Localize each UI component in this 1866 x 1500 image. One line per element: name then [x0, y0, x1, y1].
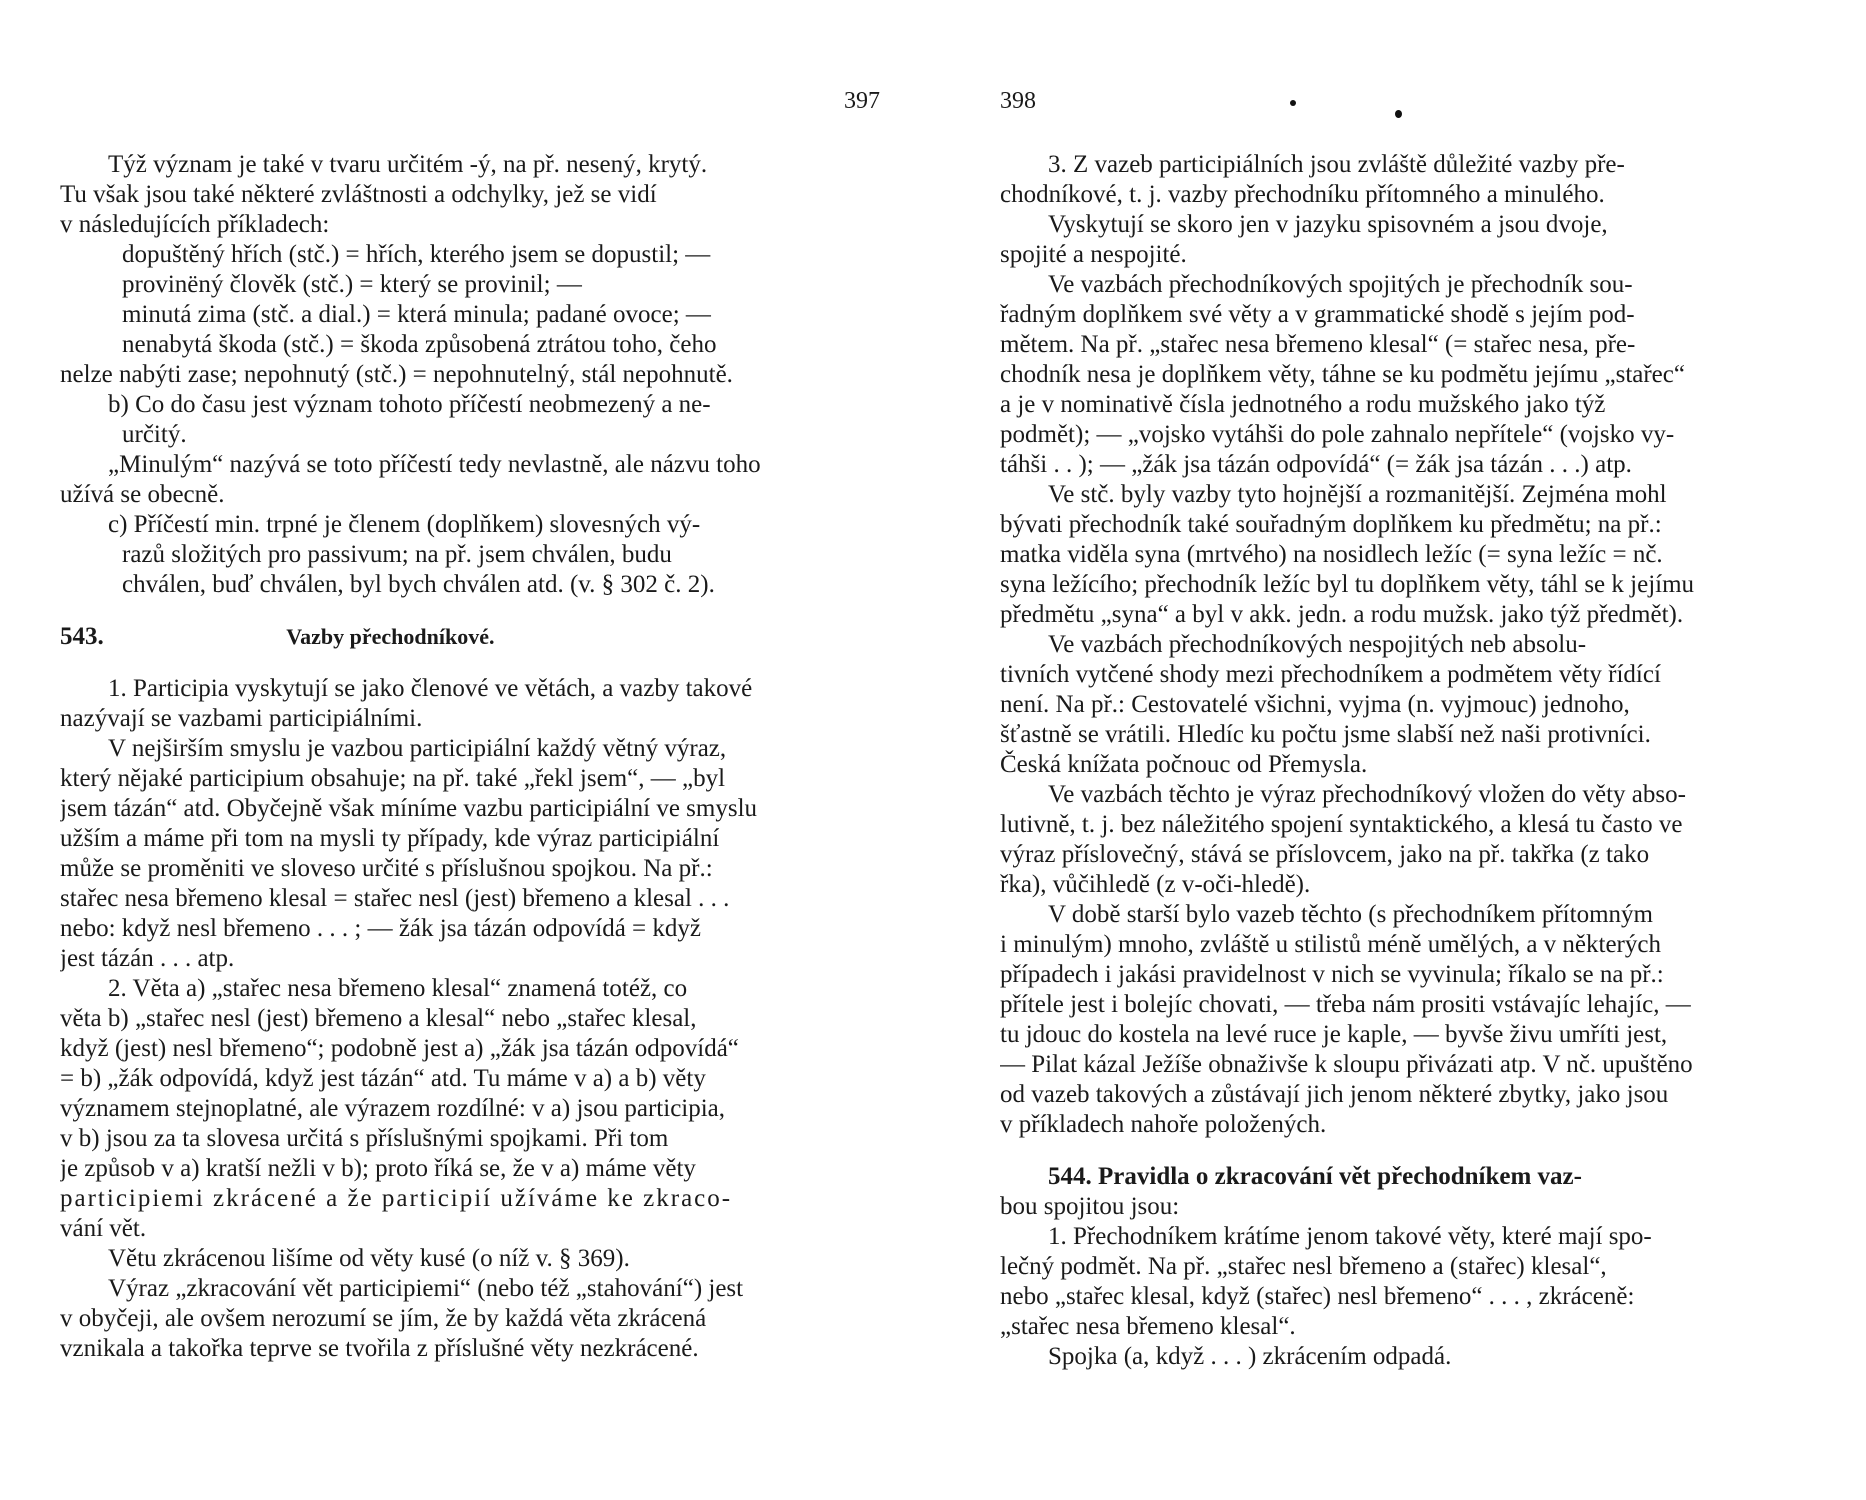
- text-line: razů složitých pro passivum; na př. jsem chválen, budu: [122, 541, 672, 568]
- text-line: není. Na př.: Cestovatelé všichni, vyjma (n. vyjmouc) jednoho,: [1000, 691, 1630, 718]
- text-line: výraz příslovečný, stává se příslovcem, jako na př. takřka (z tako: [1000, 841, 1650, 868]
- text-line: 1. Participia vyskytují se jako členové ve větách, a vazby takové: [108, 675, 753, 702]
- text-line: užším a máme při tom na mysli ty případy, kde výraz participiální: [60, 825, 720, 852]
- text-line: Ve stč. byly vazby tyto hojnější a rozmanitější. Zejména mohl: [1048, 481, 1667, 508]
- ink-spot: [1395, 110, 1402, 118]
- text-line: c) Příčestí min. trpné je členem (doplňkem) slovesných vý-: [108, 511, 701, 538]
- text-line: tivních vytčené shody mezi přechodníkem a podmětem věty řídící: [1000, 661, 1661, 688]
- text-line: mětem. Na př. „stařec nesa břemeno klesal“ (= stařec nesa, pře-: [1000, 331, 1636, 358]
- text-line: může se proměniti ve sloveso určité s příslušnou spojkou. Na př.:: [60, 855, 713, 882]
- text-line: provinëný člověk (stč.) = který se provinil; —: [122, 271, 582, 298]
- text-line: od vazeb takových a zůstávají jich jenom některé zbytky, jako jsou: [1000, 1081, 1669, 1108]
- text-line: V době starší bylo vazeb těchto (s přechodníkem přítomným: [1048, 901, 1653, 928]
- text-line: matka viděla syna (mrtvého) na nosidlech ležíc (= syna ležíc = nč.: [1000, 541, 1663, 568]
- text-line: táhši . . ); — „žák jsa tázán odpovídá“ (= žák jsa tázán . . .) atp.: [1000, 451, 1632, 478]
- text-line: chválen, buď chválen, byl bych chválen atd. (v. § 302 č. 2).: [122, 571, 715, 598]
- text-line: lečný podmět. Na př. „stařec nesl břemeno a (stařec) klesal“,: [1000, 1253, 1607, 1280]
- text-line: v příkladech nahoře položených.: [1000, 1111, 1327, 1138]
- left-page-text: [60, 150, 880, 1364]
- text-line: V nejširším smyslu je vazbou participiální každý větný výraz,: [108, 735, 727, 762]
- text-line: v b) jsou za ta slovesa určitá s příslušnými spojkami. Při tom: [60, 1125, 669, 1152]
- text-line: významem stejnoplatné, ale výrazem rozdílné: v a) jsou participia,: [60, 1095, 726, 1122]
- text-line: nenabytá škoda (stč.) = škoda způsobená ztrátou toho, čeho: [122, 331, 717, 358]
- text-line: Vyskytují se skoro jen v jazyku spisovném a jsou dvoje,: [1048, 211, 1608, 238]
- text-line: podmět); — „vojsko vytáhši do pole zahnalo nepřítele“ (vojsko vy-: [1000, 421, 1675, 448]
- text-line: jsem tázán“ atd. Obyčejně však míníme vazbu participiální ve smyslu: [60, 795, 758, 822]
- text-line: „stařec nesa břemeno klesal“.: [1000, 1313, 1296, 1340]
- text-line: v obyčeji, ale ovšem nerozumí se jím, že by každá věta zkrácená: [60, 1305, 707, 1332]
- text-line: syna ležícího; přechodník ležíc byl tu doplňkem věty, táhl se k jejímu: [1000, 571, 1695, 598]
- text-line: šťastně se vrátili. Hledíc ku počtu jsme slabší než naši protivníci.: [1000, 721, 1651, 748]
- text-line: a je v nominativě čísla jednotného a rodu mužského jako týž: [1000, 391, 1606, 418]
- text-line: Ve vazbách těchto je výraz přechodníkový vložen do věty abso-: [1048, 781, 1686, 808]
- text-line: = b) „žák odpovídá, když jest tázán“ atd. Tu máme v a) a b) věty: [60, 1065, 706, 1092]
- text-line: jest tázán . . . atp.: [60, 945, 235, 972]
- text-line: nelze nabýti zase; nepohnutý (stč.) = nepohnutelný, stál nepohnutě.: [60, 361, 733, 388]
- text-line: tu jdouc do kostela na levé ruce je kaple, — byvše živu umříti jest,: [1000, 1021, 1668, 1048]
- text-line: participiemi zkrácené a že participií užíváme ke zkraco-: [60, 1185, 733, 1212]
- page-number-right: 398: [1000, 88, 1036, 114]
- left-page: [60, 0, 880, 1500]
- text-line: Větu zkrácenou lišíme od věty kusé (o níž v. § 369).: [108, 1245, 630, 1272]
- page-number-left: 397: [844, 88, 880, 114]
- text-line: chodník nesa je doplňkem věty, táhne se ku podmětu jejímu „stařec“: [1000, 361, 1685, 388]
- text-line: Ve vazbách přechodníkových nespojitých neb absolu-: [1048, 631, 1587, 658]
- text-line: dopuštěný hřích (stč.) = hřích, kterého jsem se dopustil; —: [122, 241, 711, 268]
- text-line: nazývají se vazbami participiálními.: [60, 705, 423, 732]
- text-line: spojité a nespojité.: [1000, 241, 1187, 268]
- text-line: bou spojitou jsou:: [1000, 1193, 1180, 1220]
- text-line: v následujících příkladech:: [60, 211, 330, 238]
- text-line: který nějaké participium obsahuje; na př. také „řekl jsem“, — „byl: [60, 765, 726, 792]
- text-line: Ve vazbách přechodníkových spojitých je přechodník sou-: [1048, 271, 1633, 298]
- right-page: [1000, 0, 1810, 1500]
- section-number: 543.: [60, 623, 104, 650]
- text-line: „Minulým“ nazývá se toto příčestí tedy nevlastně, ale názvu toho: [108, 451, 761, 478]
- text-line: lutivně, t. j. bez náležitého spojení syntaktického, a klesá tu často ve: [1000, 811, 1683, 838]
- text-line: 2. Věta a) „stařec nesa břemeno klesal“ znamená totéž, co: [108, 975, 688, 1002]
- text-line: chodníkové, t. j. vazby přechodníku přítomného a minulého.: [1000, 181, 1605, 208]
- text-line: Výraz „zkracování vět participiemi“ (nebo též „stahování“) jest: [108, 1275, 744, 1302]
- text-line: užívá se obecně.: [60, 481, 225, 508]
- text-line: stařec nesa břemeno klesal = stařec nesl (jest) břemeno a klesal . . .: [60, 885, 730, 912]
- text-line: 3. Z vazeb participiálních jsou zvláště důležité vazby pře-: [1048, 151, 1625, 178]
- text-line: případech i jakási pravidelnost v nich se vyvinula; říkalo se na př.:: [1000, 961, 1664, 988]
- text-line: určitý.: [122, 421, 187, 448]
- text-line: Tu však jsou také některé zvláštnosti a odchylky, jež se vidí: [60, 181, 657, 208]
- text-line: předmětu „syna“ a byl v akk. jedn. a rodu mužsk. jako týž předmět).: [1000, 601, 1684, 628]
- text-line: přítele jest i bolejíc chovati, — třeba nám prositi vstávajíc lehajíc, —: [1000, 991, 1691, 1018]
- text-line: — Pilat kázal Ježíše obnaživše k sloupu přivázati atp. V nč. upuštěno: [1000, 1051, 1693, 1078]
- section-title: Vazby přechodníkové.: [286, 624, 495, 649]
- text-line: řka), vůčihledě (z v-oči-hledě).: [1000, 871, 1311, 898]
- text-line: vání vět.: [60, 1215, 147, 1242]
- text-line: 1. Přechodníkem krátíme jenom takové věty, které mají spo-: [1048, 1223, 1652, 1250]
- text-line: minutá zima (stč. a dial.) = která minula; padané ovoce; —: [122, 301, 711, 328]
- text-line: i minulým) mnoho, zvláště u stilistů méně umělých, a v některých: [1000, 931, 1661, 958]
- text-line: nebo: když nesl břemeno . . . ; — žák jsa tázán odpovídá = když: [60, 915, 702, 942]
- right-page-text: [1000, 150, 1810, 1372]
- text-line: Spojka (a, když . . . ) zkrácením odpadá.: [1048, 1343, 1452, 1370]
- text-line: je způsob v a) kratší nežli v b); proto říká se, že v a) máme věty: [60, 1155, 696, 1182]
- text-line: věta b) „stařec nesl (jest) břemeno a klesal“ nebo „stařec klesal,: [60, 1005, 697, 1032]
- ink-spot: [1290, 100, 1296, 106]
- section-heading-543: [60, 622, 880, 652]
- text-line: b) Co do času jest význam tohoto příčestí neobmezený a ne-: [108, 391, 711, 418]
- text-line: bývati přechodník také souřadným doplňkem ku předmětu; na př.:: [1000, 511, 1662, 538]
- text-line: Týž význam je také v tvaru určitém -ý, na př. nesený, krytý.: [108, 151, 708, 178]
- section-heading-544: 544. Pravidla o zkracování vět přechodníkem vaz-: [1048, 1163, 1582, 1190]
- text-line: když (jest) nesl břemeno“; podobně jest a) „žák jsa tázán odpovídá“: [60, 1035, 739, 1062]
- text-line: řadným doplňkem své věty a v grammatické shodě s jejím pod-: [1000, 301, 1635, 328]
- text-line: Česká knížata počnouc od Přemysla.: [1000, 751, 1368, 778]
- text-line: vznikala a takořka teprve se tvořila z příslušné věty nezkrácené.: [60, 1335, 699, 1362]
- text-line: nebo „stařec klesal, když (stařec) nesl břemeno“ . . . , zkráceně:: [1000, 1283, 1635, 1310]
